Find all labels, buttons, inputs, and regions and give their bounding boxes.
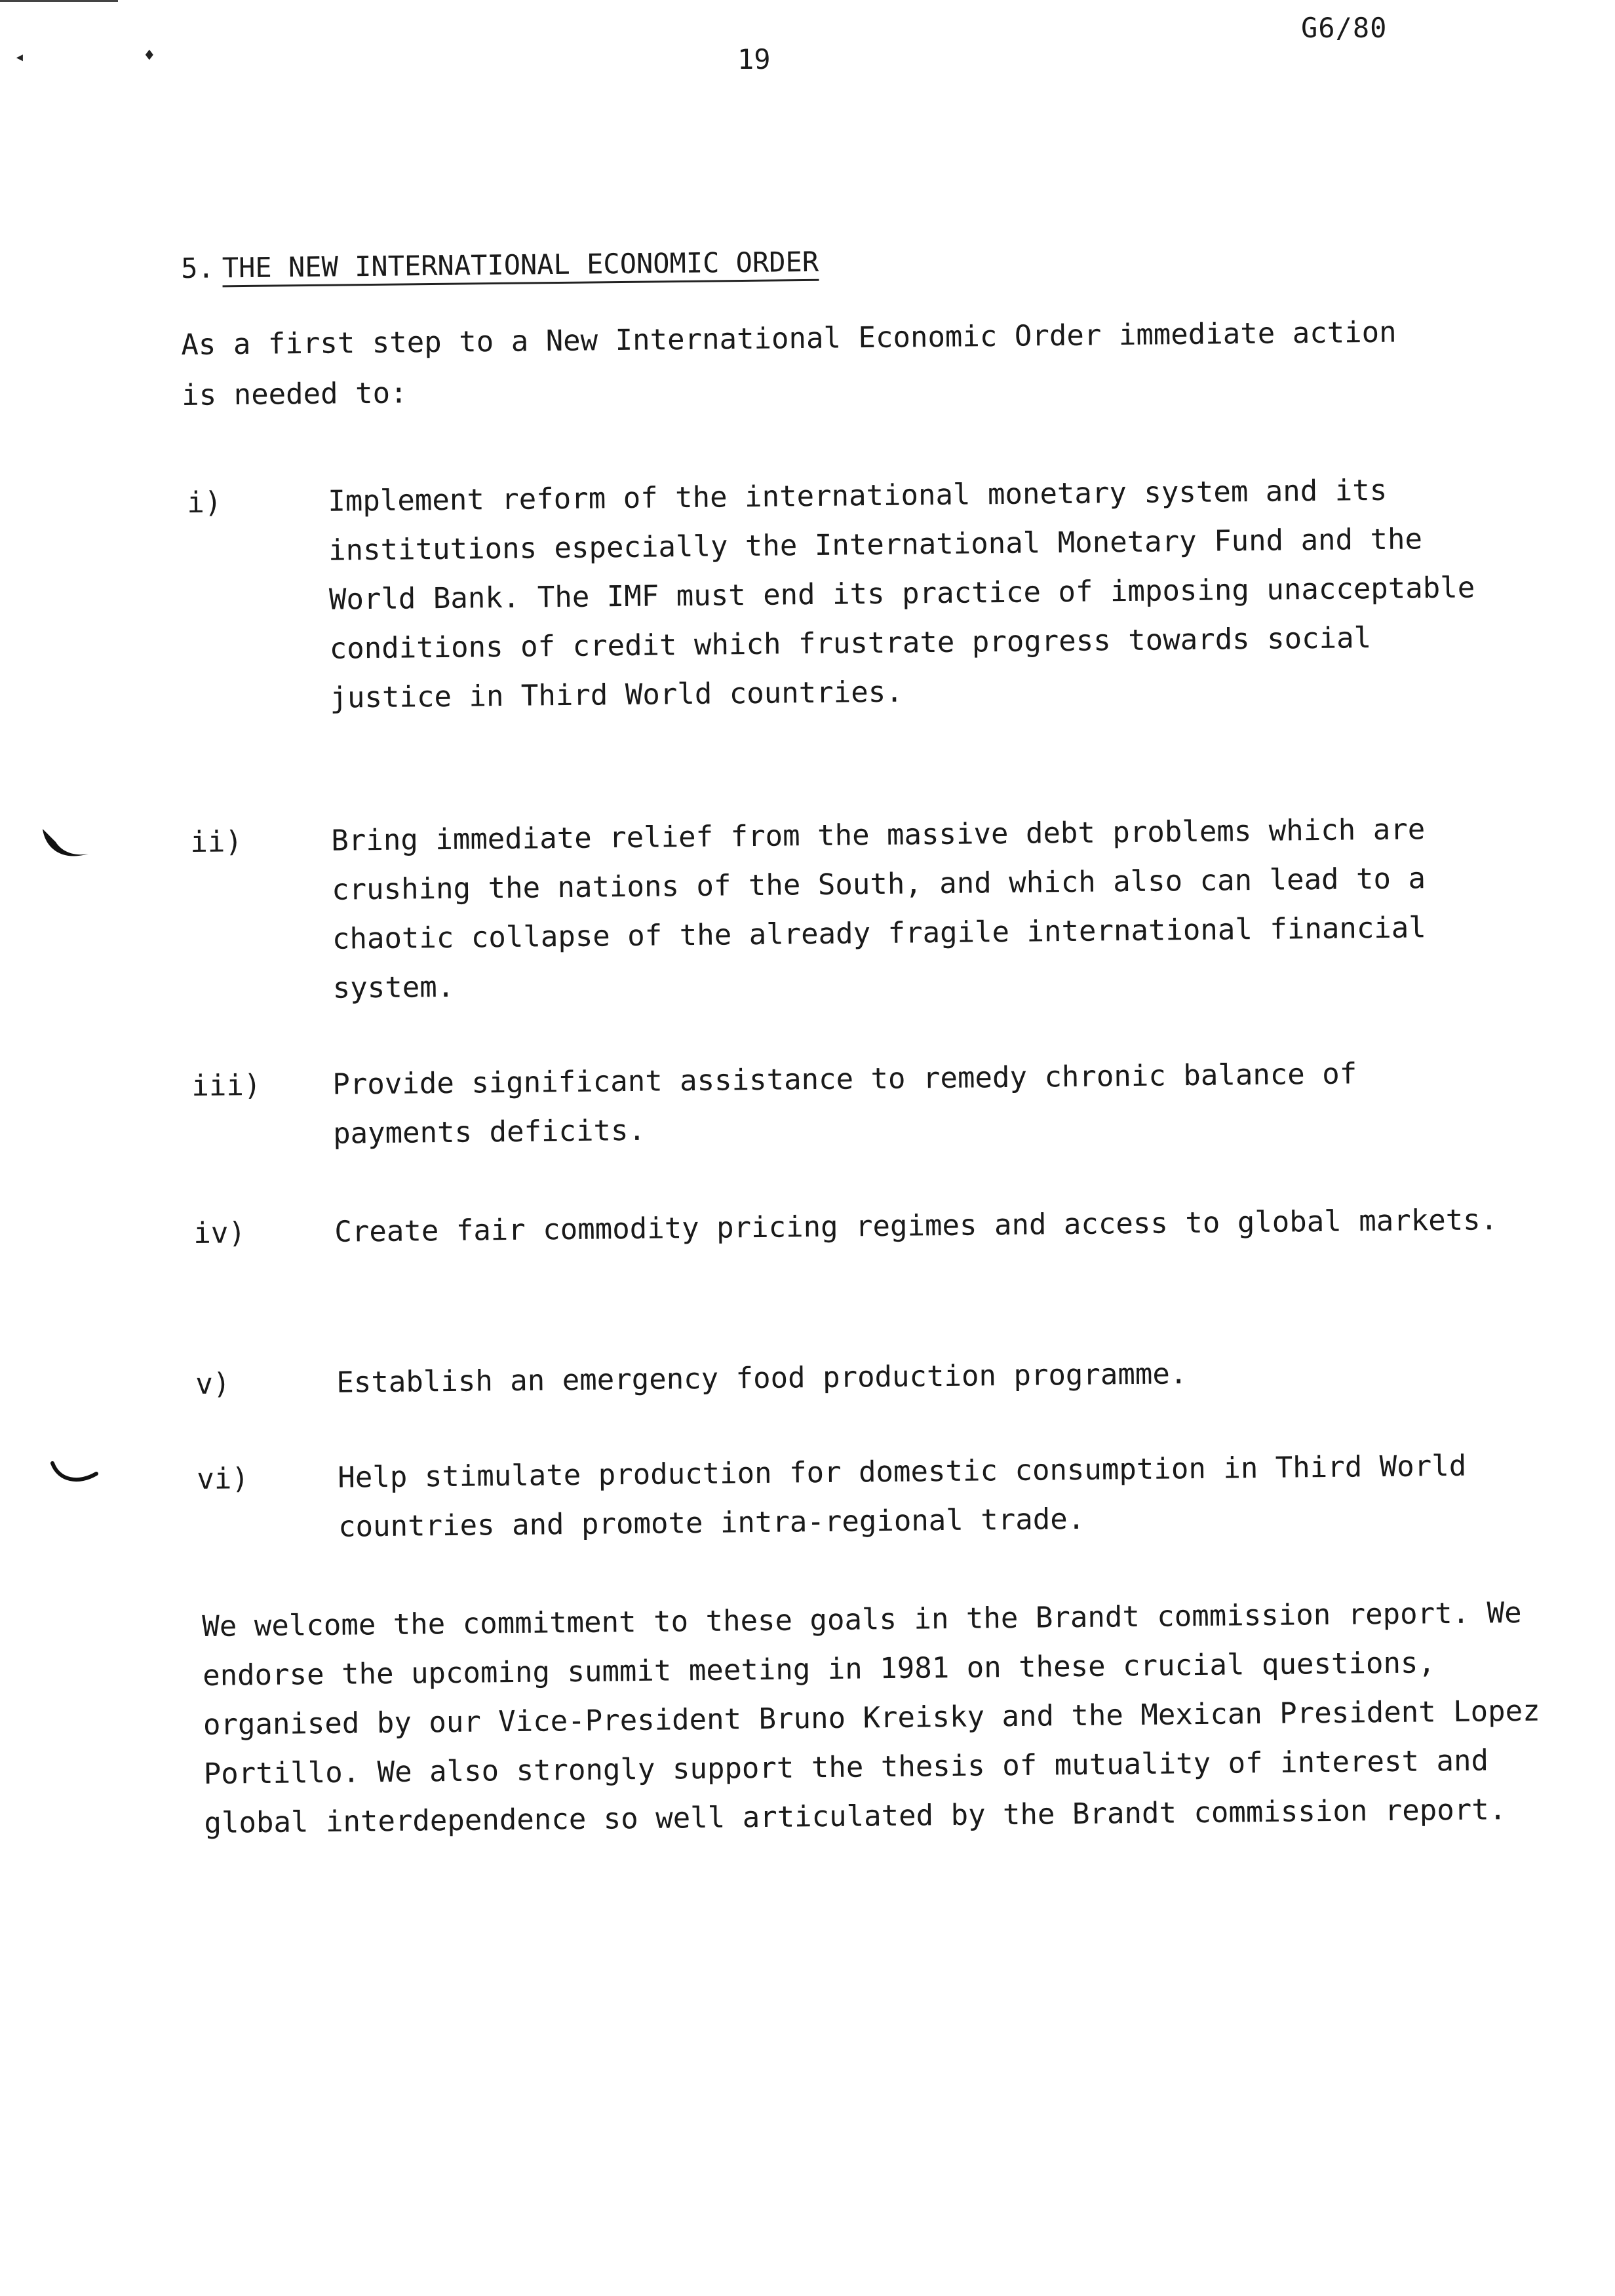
list-marker: vi) (197, 1462, 250, 1496)
margin-tick-mark (36, 822, 95, 875)
list-item-text: Bring immediate relief from the massive debt problems which are crushing the nations of the South, and which also can lead to a chaotic collapse of the already fragile international financial system. (331, 813, 1427, 1005)
list-item (193, 1195, 1504, 1250)
list-item (190, 804, 1501, 1005)
page-number: 19 (737, 43, 771, 75)
list-item (191, 1048, 1502, 1151)
list-item (197, 1441, 1508, 1544)
list-marker: v) (195, 1367, 231, 1401)
list-marker: ii) (190, 825, 243, 859)
section-heading (181, 246, 819, 284)
list-item-text: Provide significant assistance to remedy chronic balance of payments deficits. (332, 1057, 1357, 1151)
binding-mark-right: ♦ (144, 46, 155, 66)
section-title: THE NEW INTERNATIONAL ECONOMIC ORDER (222, 246, 819, 288)
binding-mark-left: ◂ (14, 47, 25, 67)
section-number: 5. (181, 252, 215, 284)
list-item-text: Help stimulate production for domestic consumption in Third World countries and promote intra-regional trade. (338, 1449, 1467, 1544)
list-item (195, 1346, 1506, 1401)
list-item-text: Establish an emergency food production programme. (336, 1357, 1188, 1400)
margin-tick-mark (49, 1458, 102, 1491)
list-item (187, 465, 1498, 715)
list-item-text: Create fair commodity pricing regimes and access to global markets. (334, 1203, 1498, 1249)
document-reference: G6/80 (1301, 12, 1388, 44)
list-item-text: Implement reform of the international monetary system and its institutions especially the International Monetary Fund and the World Bank. The IMF must end its practice of imposing unacceptable conditions of credit which frustrate progress towards social justice in Third World countries. (328, 473, 1475, 715)
list-marker: i) (187, 486, 222, 520)
intro-paragraph: As a first step to a New International Economic Order immediate action is needed to: (181, 315, 1397, 412)
list-marker: iv) (193, 1216, 246, 1250)
list-marker: iii) (191, 1068, 262, 1103)
closing-paragraph: We welcome the commitment to these goals in the Brandt commission report. We endorse the upcoming summit meeting in 1981 on these crucial questions, organised by our Vice-President Bruno Kreisky and the Mexican President Lopez Portillo. We also strongly support the thesis of mutuality of interest and global interdependence so well articulated by the Brandt commission report. (202, 1596, 1540, 1840)
top-edge-rule (0, 0, 118, 2)
